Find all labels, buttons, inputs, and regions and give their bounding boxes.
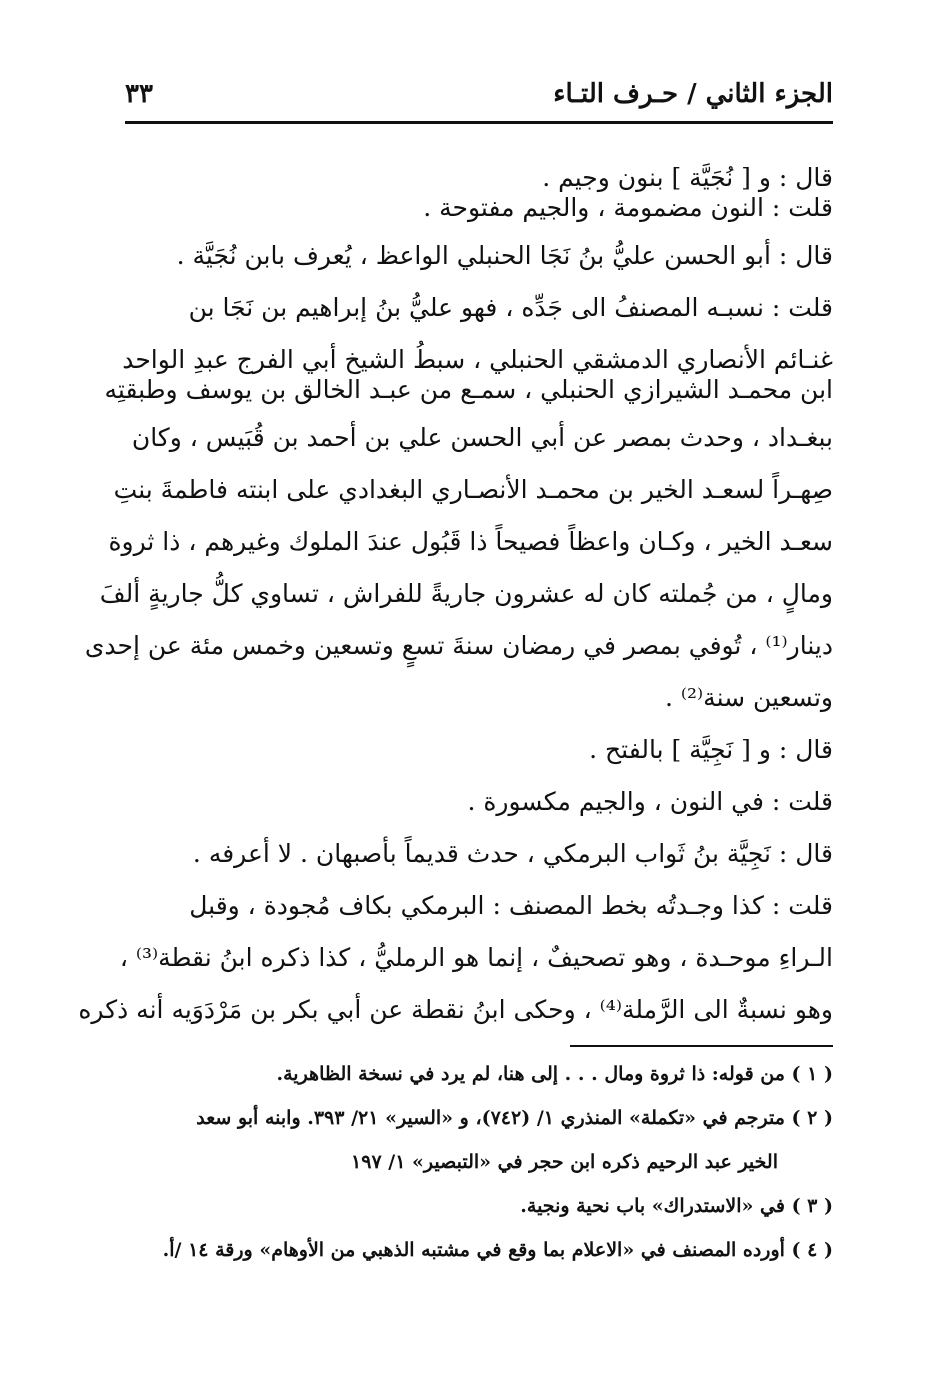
header-rule <box>125 121 833 124</box>
footnote-2-continued: الخير عبد الرحيم ذكره ابن حجر في «التبصير» ١/ ١٩٧ <box>351 1151 778 1173</box>
text-line: ومالٍ ، من جُملته كان له عشرون جاريةً للفراش ، تساوي كلُّ جاريةٍ ألفَ <box>99 579 833 608</box>
text-line: قلت : النون مضمومة ، والجيم مفتوحة . <box>423 193 833 222</box>
text-line: قال : و [ نُجَيَّة ] بنون وجيم . <box>542 163 833 192</box>
main-text <box>78 150 833 1034</box>
page-number: ٣٣ <box>125 79 153 109</box>
text-line: سعـد الخير ، وكـان واعظاً فصيحاً ذا قَبُول عندَ الملوك وغيرهم ، ذا ثروة <box>108 527 833 556</box>
text-line: ببغـداد ، وحدث بمصر عن أبي الحسن علي بن أحمد بن قُبَيس ، وكان <box>131 423 833 452</box>
footnote-1: ( ١ ) من قوله: ذا ثروة ومال . . . إلى هنا، لم يرد في نسخة الظاهرية. <box>276 1063 833 1085</box>
text-line: قلت : في النون ، والجيم مكسورة . <box>467 787 833 816</box>
text-line: الـراءِ موحـدة ، وهو تصحيفٌ ، إنما هو الرمليُّ ، كذا ذكره ابنُ نقطة⁽³⁾ ، <box>119 943 833 972</box>
text-line: قال : أبو الحسن عليُّ بنُ نَجَا الحنبلي الواعظ ، يُعرف بابن نُجَيَّة . <box>176 241 833 270</box>
footnote-2: ( ٢ ) مترجم في «تكملة» المنذري ١/ (٧٤٢)، و «السير» ٢١/ ٣٩٣. وابنه أبو سعد <box>196 1107 833 1129</box>
text-line: قال : و [ نَجِيَّة ] بالفتح . <box>589 735 833 764</box>
page-header <box>125 72 833 116</box>
text-line: وهو نسبةٌ الى الرَّملة⁽⁴⁾ ، وحكى ابنُ نقطة عن أبي بكر بن مَرْدَوَيه أنه ذكره <box>78 995 833 1024</box>
footnotes <box>125 1052 833 1272</box>
text-line: وتسعين سنة⁽²⁾ . <box>664 683 833 712</box>
running-title: الجزء الثاني / حـرف التـاء <box>553 79 833 109</box>
text-line: قلت : نسبـه المصنفُ الى جَدِّه ، فهو عليُّ بنُ إبراهيم بن نَجَا بن <box>188 293 833 322</box>
footnote-rule <box>570 1045 833 1047</box>
text-line: قال : نَجِيَّة بنُ ثَواب البرمكي ، حدث قديماً بأصبهان . لا أعرفه . <box>192 839 833 868</box>
text-line: صِهـراً لسعـد الخير بن محمـد الأنصـاري البغدادي على ابنته فاطمةَ بنتِ <box>113 475 833 504</box>
footnote-3: ( ٣ ) في «الاستدراك» باب نحية ونجية. <box>520 1195 833 1217</box>
text-line: قلت : كذا وجـدتُه بخط المصنف : البرمكي بكاف مُجودة ، وقبل <box>189 891 833 920</box>
text-line: غنـائم الأنصاري الدمشقي الحنبلي ، سبطُ الشيخ أبي الفرج عبدِ الواحد <box>122 345 833 374</box>
text-line: ابن محمـد الشيرازي الحنبلي ، سمـع من عبـد الخالق بن يوسف وطبقتِه <box>104 375 833 404</box>
text-line: دينار⁽¹⁾ ، تُوفي بمصر في رمضان سنةَ تسعٍ وتسعين وخمس مئة عن إحدى <box>84 631 833 660</box>
footnote-4: ( ٤ ) أورده المصنف في «الاعلام بما وقع في مشتبه الذهبي من الأوهام» ورقة ١٤ /أ. <box>162 1239 833 1261</box>
